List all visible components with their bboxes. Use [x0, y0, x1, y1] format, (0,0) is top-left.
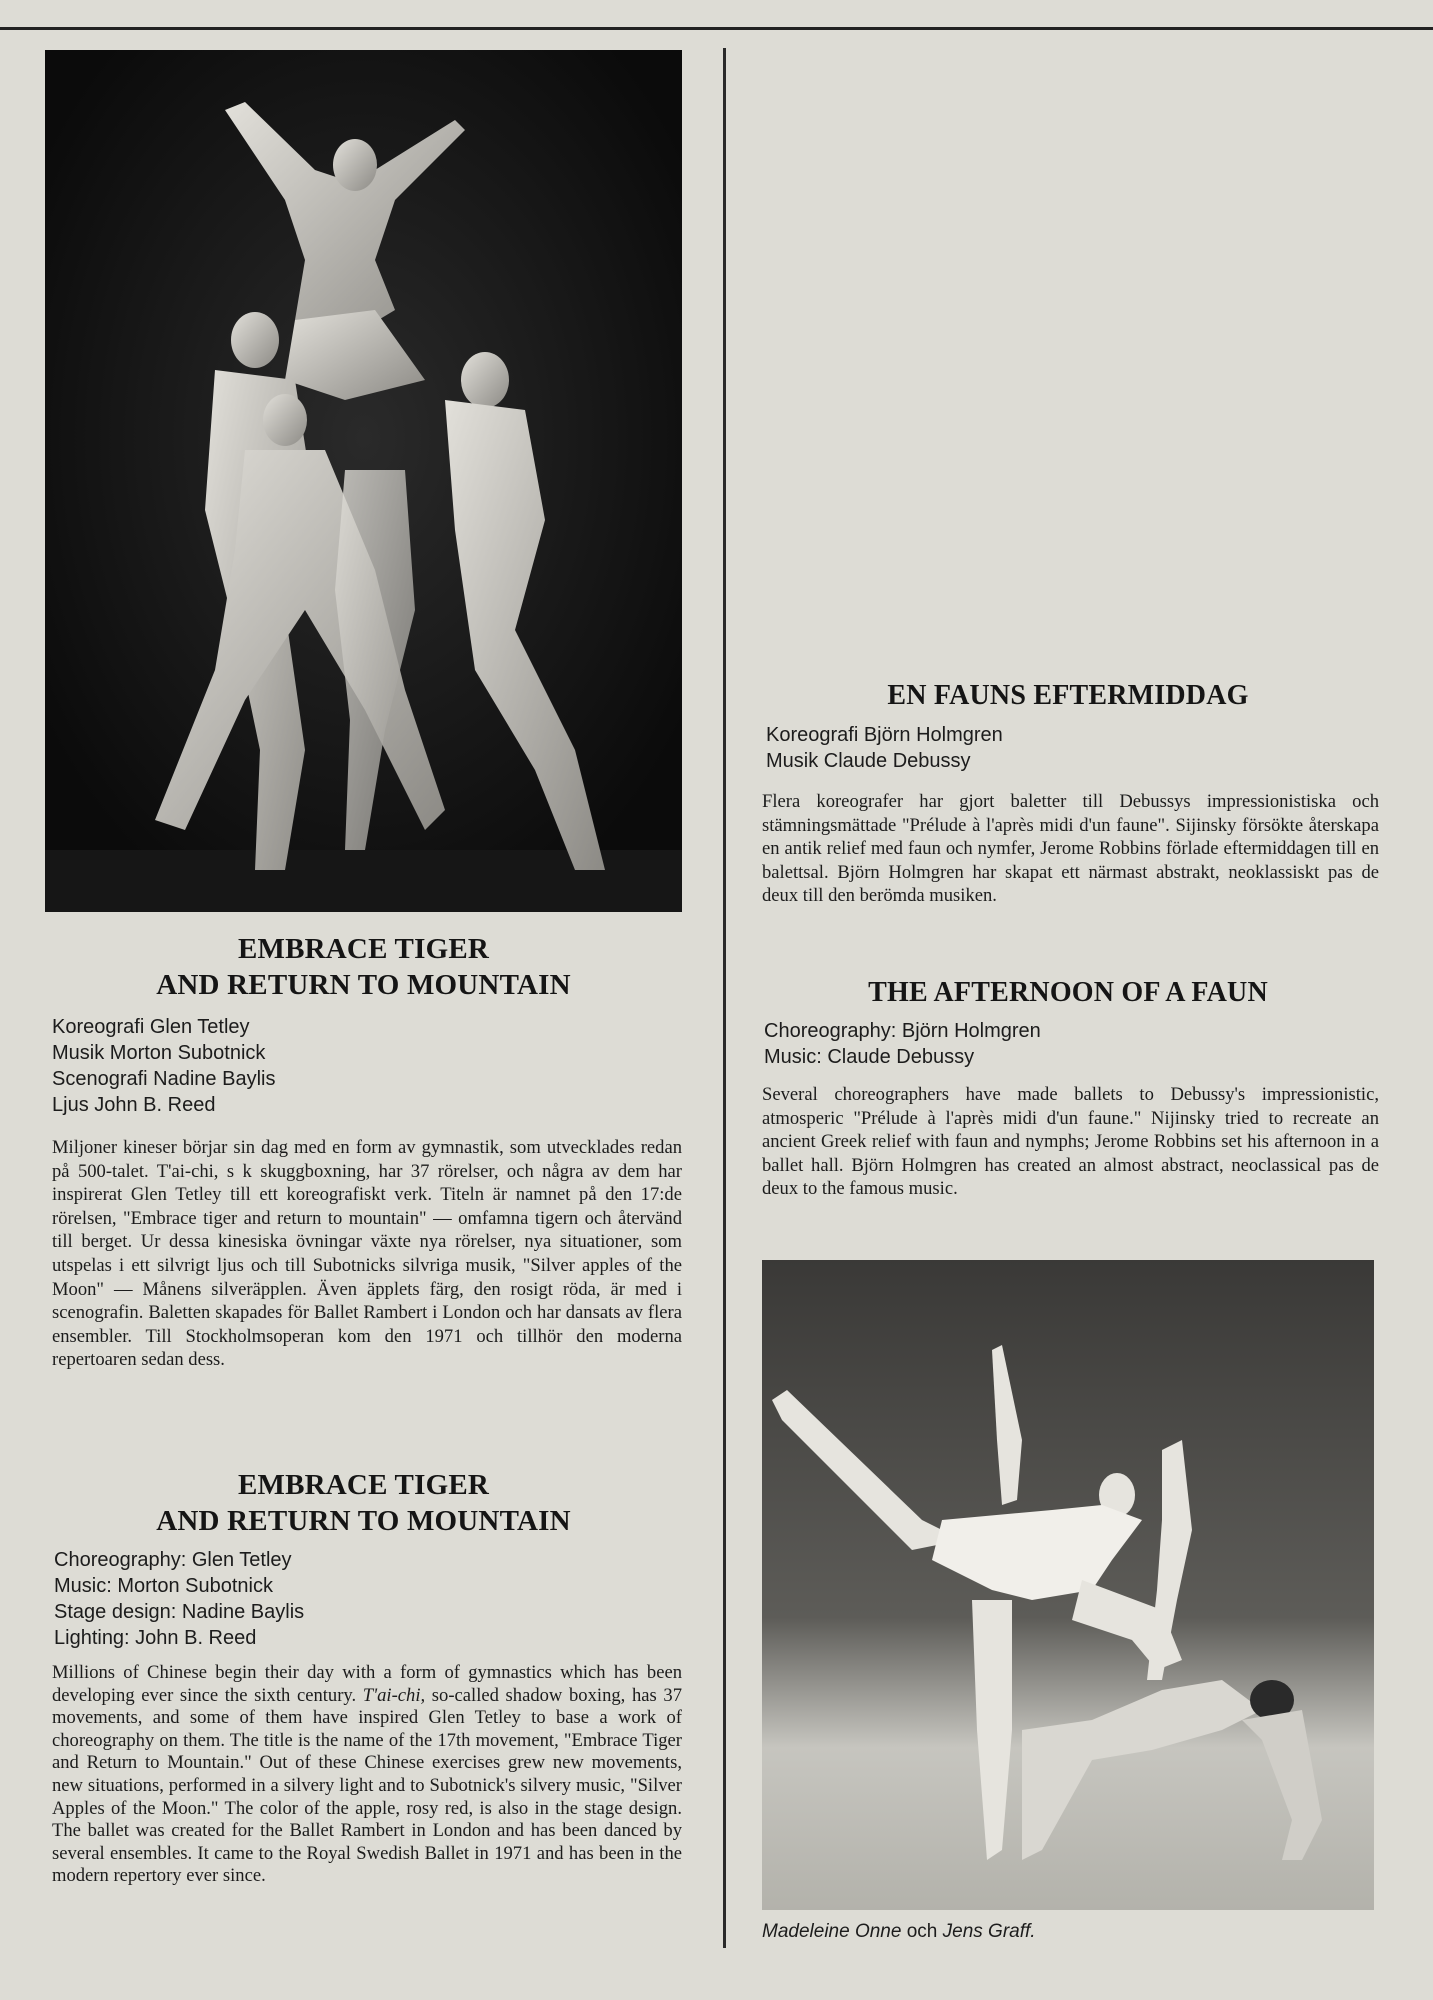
swedish-title-left-line2: AND RETURN TO MOUNTAIN — [156, 969, 571, 1001]
english-body-italic: T'ai-chi, — [362, 1684, 426, 1706]
english-credits-right — [764, 1018, 1041, 1070]
caption-name-1: Madeleine Onne — [762, 1921, 902, 1942]
credit-stage-design: Stage design: Nadine Baylis — [54, 1601, 305, 1623]
credit-music: Music: Morton Subotnick — [54, 1575, 273, 1597]
swedish-title-right: EN FAUNS EFTERMIDDAG — [887, 680, 1249, 711]
english-body-part2: so-called shadow boxing, has 37 movements, and some of them have inspired Glen Tetley to base a work of choreography on them. The title is the name of the 17th movement, "Embrace Tiger and Return to Mountain." Out of these Chinese exercises grew new movements, new situations, performed in a silvery light and to Subotnick's silvery music, "Silver Apples of the Moon." The color of the apple, rosy red, is also in the stage design. The ballet was created for the Ballet Rambert in London and has been danced by several ensembles. It came to the Royal Swedish Ballet in 1971 and has been in the modern repertory ever since. — [52, 1684, 682, 1887]
english-title-left-line2: AND RETURN TO MOUNTAIN — [156, 1505, 571, 1537]
pas-de-deux-illustration — [762, 1260, 1374, 1910]
pas-de-deux-photo — [762, 1260, 1374, 1910]
credit-music: Musik Morton Subotnick — [52, 1042, 266, 1064]
swedish-credits-right — [766, 722, 1003, 774]
english-body-right: Several choreographers have made ballets to Debussy's impressionistic, atmosperic "Prélude à l'après midi d'un faune." Nijinsky tried to recreate an ancient Greek relief with faun and nymphs; Jerome Robbins set his afternoon in a ballet hall. Björn Holmgren has created an almost abstract, neoclassical pas de deux to the famous music. — [762, 1084, 1379, 1200]
credit-music: Music: Claude Debussy — [764, 1046, 975, 1068]
dancer-group-photo — [45, 50, 682, 912]
caption-conjunction: och — [906, 1921, 938, 1942]
credit-choreography: Koreografi Glen Tetley — [52, 1016, 250, 1038]
credit-scenography: Scenografi Nadine Baylis — [52, 1068, 276, 1090]
dancer-group-illustration — [45, 50, 682, 912]
credit-lighting: Ljus John B. Reed — [52, 1094, 216, 1116]
swedish-body-left: Miljoner kineser börjar sin dag med en form av gymnastik, som utvecklades redan på 500-talet. T'ai-chi, s k skuggboxning, har 37 rörelser, och några av dem har inspirerat Glen Tetley till ett koreografiskt verk. Titeln är namnet på den 17:de rörelsen, "Embrace tiger and return to mountain" — omfamna tigern och återvänd till berget. Ur dessa kinesiska övningar växte nya rörelser, nya situationer, som utspelas i ett silvrigt ljus och till Subotnicks silvriga musik, "Silver apples of the Moon" — Månens silveräpplen. Även äpplets färg, den rosigt röda, är med i scenografin. Baletten skapades för Ballet Rambert i London och har dansats av flera ensembler. Till Stockholmsoperan kom den 1971 och tillhör den moderna repertoaren sedan dess. — [52, 1137, 682, 1371]
english-credits-left — [54, 1547, 304, 1651]
photo-caption — [762, 1921, 1036, 1943]
top-rule — [0, 27, 1433, 30]
credit-choreography: Choreography: Glen Tetley — [54, 1549, 292, 1571]
english-title-left — [45, 1467, 682, 1539]
english-body-part1: Millions of Chinese begin their day with a form of gymnastics which has been developing ever since the sixth century. — [52, 1662, 682, 1706]
credit-choreography: Koreografi Björn Holmgren — [766, 724, 1003, 746]
swedish-credits-left — [52, 1014, 275, 1118]
column-divider — [723, 48, 726, 1948]
swedish-title-left — [45, 931, 682, 1003]
credit-lighting: Lighting: John B. Reed — [54, 1627, 257, 1649]
credit-choreography: Choreography: Björn Holmgren — [764, 1020, 1041, 1042]
credit-music: Musik Claude Debussy — [766, 750, 971, 772]
swedish-title-left-line1: EMBRACE TIGER — [237, 933, 490, 965]
english-title-right: THE AFTERNOON OF A FAUN — [868, 977, 1268, 1008]
caption-name-2: Jens Graff. — [942, 1921, 1036, 1942]
swedish-body-right: Flera koreografer har gjort baletter till Debussys impressionistiska och stämningsmättade "Prélude à l'après midi d'un faune". Sijinsky försökte återskapa en antik relief med faun och nymfer, Jerome Robbins förlade eftermiddagen till en balettsal. Björn Holmgren har skapat ett närmast abstrakt, neoklassiskt pas de deux till den berömda musiken. — [762, 791, 1379, 907]
english-title-left-line1: EMBRACE TIGER — [237, 1469, 490, 1501]
english-body-left — [52, 1662, 682, 1888]
